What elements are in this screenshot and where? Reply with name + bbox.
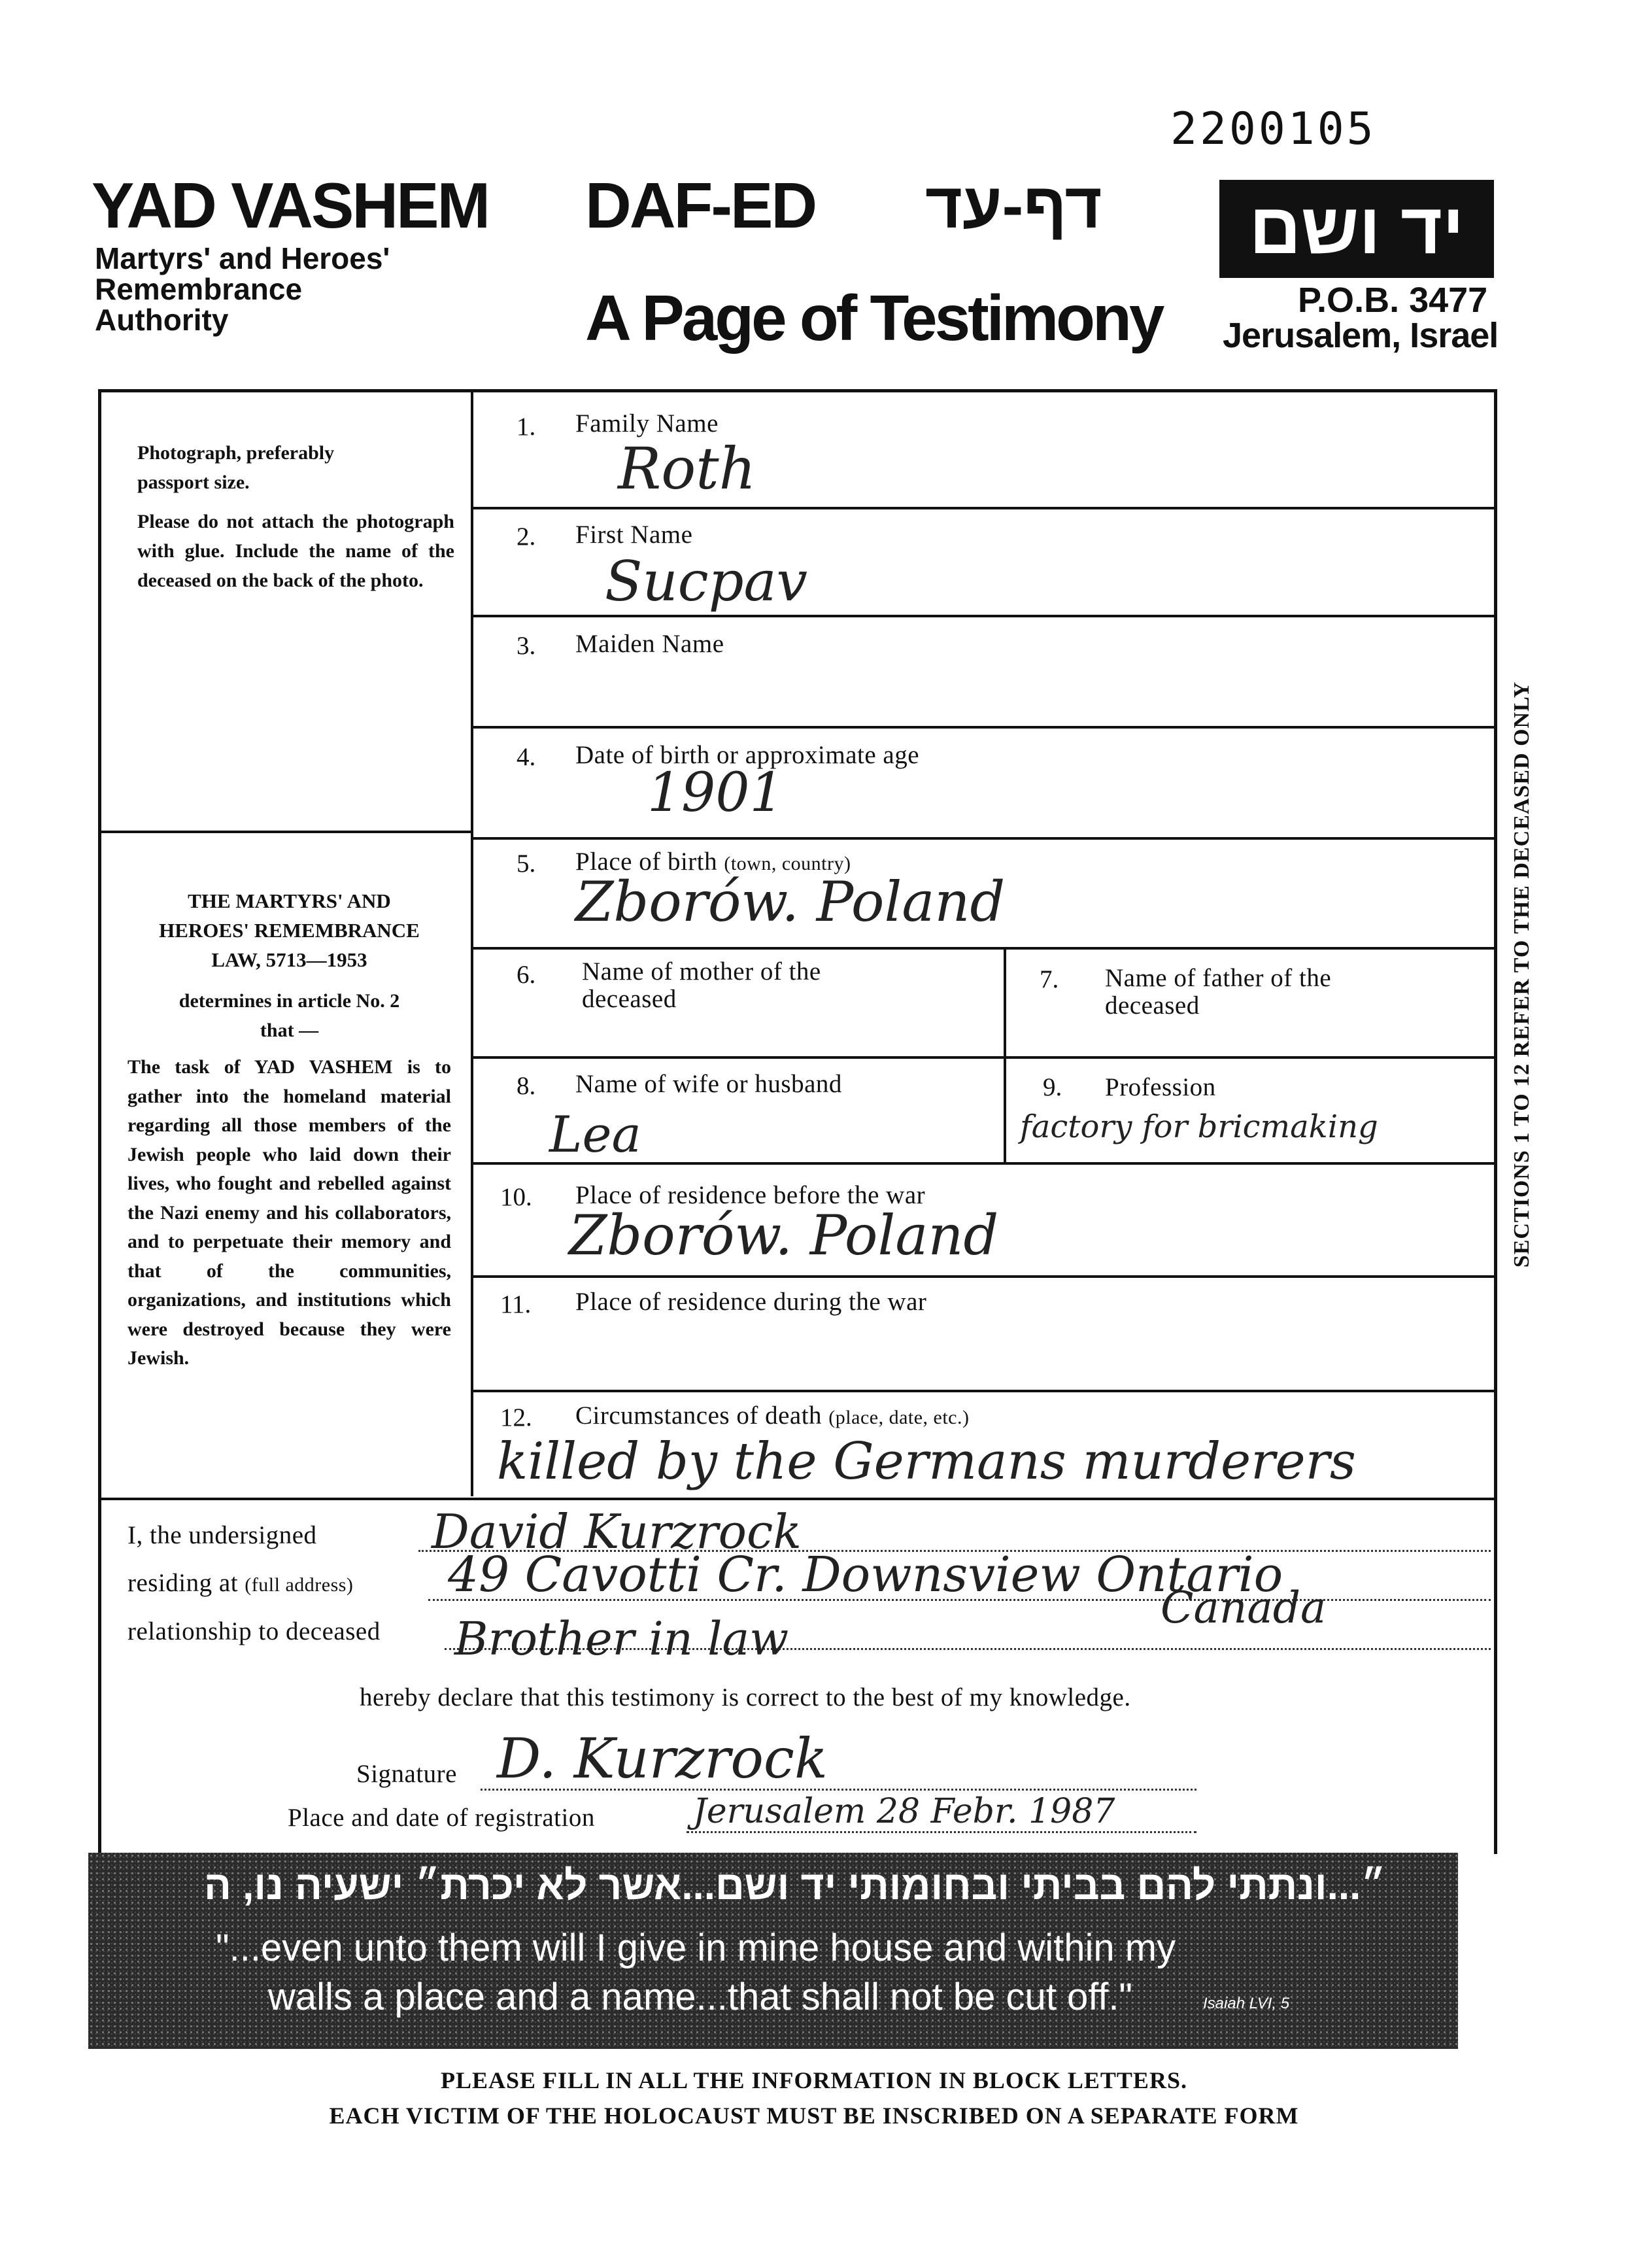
field-11-label: Place of residence during the war — [575, 1288, 927, 1316]
field-10-label: Place of residence before the war — [575, 1181, 926, 1209]
field-1-label: Family Name — [575, 409, 719, 438]
field-2-label: First Name — [575, 521, 693, 549]
field-7-number: 7. — [1040, 965, 1059, 993]
first-name-value[interactable]: Sucpav — [605, 549, 807, 613]
registration-value[interactable]: Jerusalem 28 Febr. 1987 — [693, 1792, 1115, 1831]
place-of-birth-value[interactable]: Zborów. Poland — [575, 870, 1006, 934]
footer-line-2: EACH VICTIM OF THE HOLOCAUST MUST BE INSCRIBED ON A SEPARATE FORM — [329, 2103, 1299, 2129]
column-divider — [1004, 947, 1006, 1164]
field-6-label: Name of mother of the deceased — [582, 957, 821, 1013]
law-section: THE MARTYRS' AND HEROES' REMEMBRANCE LAW, 5713—1953 determines in article No. 2 that — The task of YAD VASHEM is to gather into the homeland material regarding all those members of the Jewish people who laid down their lives, who fought and rebelled against the Nazi enemy and his collaborators, and to perpetuate their memory and that of the communities, organizations, and institutions which were destroyed because they were Jewish. — [127, 889, 451, 1369]
field-5-number: 5. — [517, 850, 536, 878]
residing-value[interactable]: 49 Cavotti Cr. Downsview Ontario — [448, 1547, 1283, 1603]
field-2-number: 2. — [517, 523, 536, 551]
field-11-number: 11. — [500, 1290, 532, 1318]
registration-line — [687, 1831, 1196, 1833]
spouse-name-value[interactable]: Lea — [549, 1105, 641, 1163]
field-4-number: 4. — [517, 743, 536, 771]
row-divider — [472, 947, 1497, 950]
relationship-value[interactable]: Brother in law — [454, 1612, 789, 1666]
date-of-birth-value[interactable]: 1901 — [647, 762, 784, 824]
field-4-label: Date of birth or approximate age — [575, 741, 920, 769]
footer-line-1: PLEASE FILL IN ALL THE INFORMATION IN BLOCK LETTERS. — [441, 2067, 1187, 2093]
banner-reference: Isaiah LVI, 5 — [1203, 1995, 1290, 2012]
field-12-label: Circumstances of death (place, date, etc.) — [575, 1401, 970, 1430]
row-divider — [472, 1390, 1497, 1392]
registration-label: Place and date of registration — [288, 1804, 595, 1832]
undersigned-value[interactable]: David Kurzrock — [432, 1504, 802, 1559]
field-3-label: Maiden Name — [575, 630, 724, 658]
yad-vashem-logo: יד ושם — [1219, 180, 1494, 278]
field-1-number: 1. — [517, 413, 536, 441]
signature-label: Signature — [356, 1760, 457, 1788]
row-divider — [472, 726, 1497, 729]
field-8-label: Name of wife or husband — [575, 1070, 842, 1098]
field-9-number: 9. — [1043, 1073, 1062, 1101]
circumstances-of-death-value[interactable]: killed by the Germans murderers — [497, 1432, 1356, 1491]
row-divider — [98, 1498, 1497, 1500]
pob: P.O.B. 3477 — [1298, 281, 1488, 320]
org-subtitle: Martyrs' and Heroes' Remembrance Authority — [95, 241, 390, 337]
form-title: A Page of Testimony — [585, 282, 1162, 354]
banner-hebrew: ״...ונתתי להם בביתי ובחומותי יד ושם...אשר לא יכרת״ ישעיה נו, ה — [204, 1863, 1386, 1908]
field-7-label: Name of father of the deceased — [1105, 964, 1332, 1020]
row-divider — [472, 837, 1497, 840]
photo-divider — [98, 831, 473, 833]
declaration-statement: hereby declare that this testimony is correct to the best of my knowledge. — [360, 1683, 1131, 1711]
field-9-label: Profession — [1105, 1073, 1216, 1101]
field-12-number: 12. — [500, 1403, 532, 1432]
family-name-value[interactable]: Roth — [618, 435, 756, 502]
row-divider — [472, 615, 1497, 617]
residence-before-war-value[interactable]: Zborów. Poland — [569, 1203, 999, 1267]
profession-value[interactable]: factory for bricmaking — [1020, 1108, 1378, 1145]
signature-value[interactable]: D. Kurzrock — [497, 1727, 828, 1791]
residing-label: residing at (full address) — [127, 1569, 354, 1597]
org-name: YAD VASHEM — [92, 169, 489, 241]
field-6-number: 6. — [517, 961, 536, 989]
form-name: DAF-ED — [585, 169, 816, 241]
field-3-number: 3. — [517, 632, 536, 660]
left-column-divider — [471, 391, 473, 1496]
banner-line-1: "...even unto them will I give in mine house and within my — [216, 1927, 1176, 1969]
field-5-label: Place of birth (town, country) — [575, 848, 851, 876]
city: Jerusalem, Israel — [1223, 316, 1499, 355]
relationship-label: relationship to deceased — [127, 1617, 381, 1645]
undersigned-label: I, the undersigned — [127, 1521, 317, 1549]
field-8-number: 8. — [517, 1072, 536, 1100]
row-divider — [472, 1056, 1497, 1059]
photo-box: Photograph, preferably passport size. Please do not attach the photograph with glue. Include the name of the deceased on the back of the photo. — [137, 442, 454, 591]
row-divider — [472, 1275, 1497, 1278]
row-divider — [472, 507, 1497, 509]
form-name-hebrew: דף-עד — [925, 169, 1102, 241]
banner-line-2: walls a place and a name...that shall not be cut off." — [268, 1976, 1133, 2018]
form-number: 2200105 — [1170, 103, 1376, 155]
residing-value-country[interactable]: Canada — [1161, 1583, 1327, 1633]
side-note: SECTIONS 1 TO 12 REFER TO THE DECEASED ONLY — [1510, 681, 1534, 1268]
field-10-number: 10. — [500, 1183, 532, 1211]
